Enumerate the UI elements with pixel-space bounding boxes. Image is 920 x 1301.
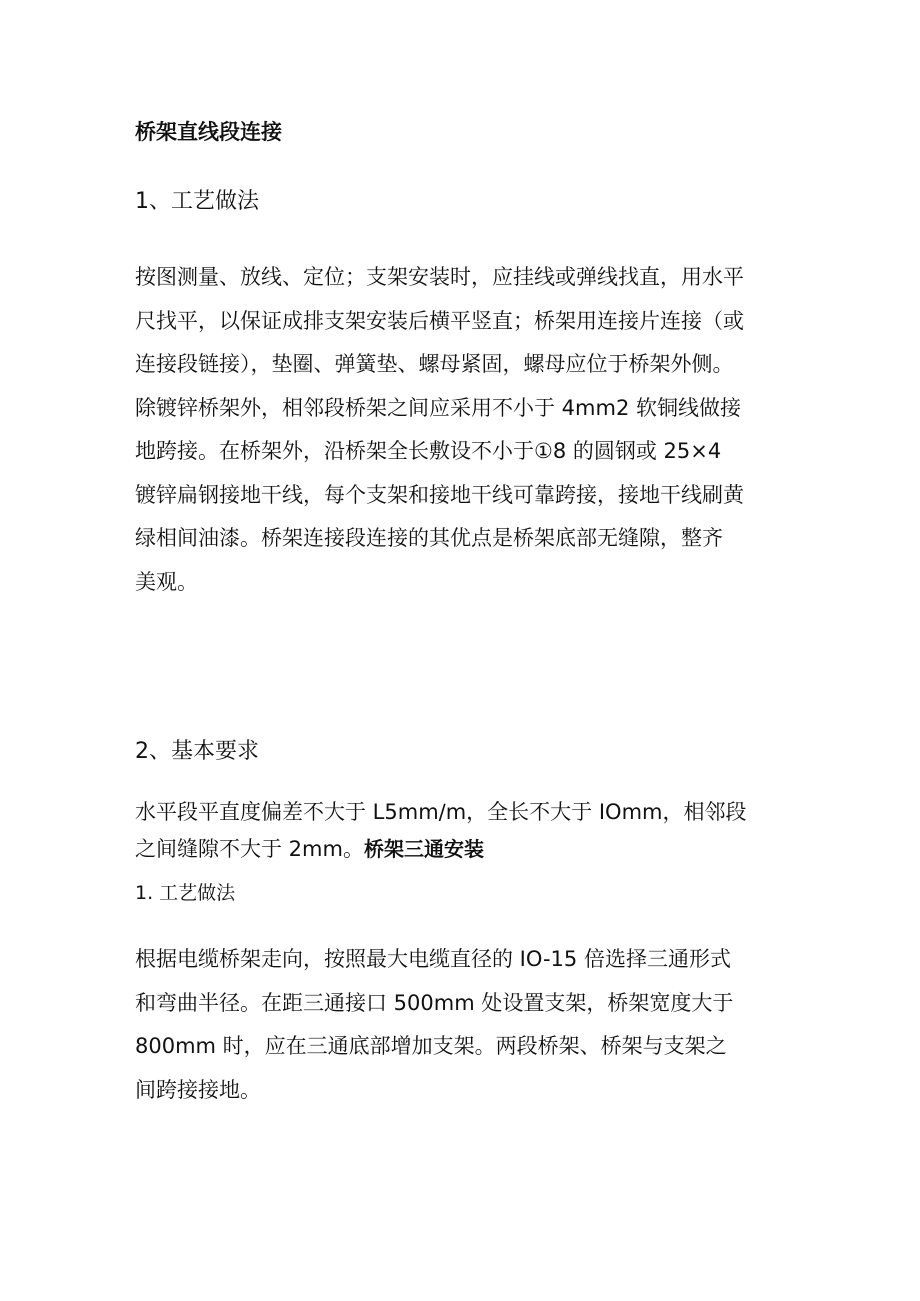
- paragraph-line: 水平段平直度偏差不大于 L5mm∕m，全长不大于 IOmm，相邻段: [135, 800, 747, 824]
- document-title: 桥架直线段连接: [135, 120, 282, 144]
- paragraph-text: 之间缝隙不大于 2mm。: [135, 837, 364, 861]
- section-heading-process: 1、工艺做法: [135, 189, 259, 214]
- paragraph-tee-process: [135, 938, 800, 1112]
- paragraph-line: 和弯曲半径。在距三通接口 500mm 处设置支架，桥架宽度大于: [135, 990, 734, 1015]
- paragraph-line: [135, 831, 800, 868]
- paragraph-line: 除镀锌桥架外，相邻段桥架之间应采用不小于 4mm2 软铜线做接: [135, 395, 741, 420]
- subheading-tee-installation: 桥架三通安装: [363, 837, 484, 861]
- paragraph-line: 地跨接。在桥架外，沿桥架全长敷设不小于①8 的圆钢或 25×4: [135, 439, 722, 463]
- paragraph-line: 800mm 时，应在三通底部增加支架。两段桥架、桥架与支架之: [135, 1034, 727, 1058]
- paragraph-line: 按图测量、放线、定位；支架安装时，应挂线或弹线找直，用水平: [135, 265, 744, 289]
- paragraph-line: 尺找平，以保证成排支架安装后横平竖直；桥架用连接片连接（或: [135, 308, 744, 333]
- paragraph-line: 美观。: [135, 569, 198, 594]
- section-heading-tee-process: 1. 工艺做法: [135, 882, 236, 904]
- paragraph-line: 根据电缆桥架走向，按照最大电缆直径的 IO-15 倍选择三通形式: [135, 947, 731, 971]
- paragraph-line: 镀锌扁钢接地干线，每个支架和接地干线可靠跨接，接地干线刷黄: [135, 482, 744, 507]
- paragraph-line: 连接段链接），垫圈、弹簧垫、螺母紧固，螺母应位于桥架外侧。: [135, 352, 734, 376]
- paragraph-requirements: [135, 794, 800, 868]
- paragraph-line: 间跨接接地。: [135, 1077, 261, 1102]
- paragraph-line: 绿相间油漆。桥架连接段连接的其优点是桥架底部无缝隙，整齐: [135, 526, 723, 550]
- paragraph-process: [135, 256, 800, 604]
- section-heading-requirements: 2、基本要求: [135, 739, 259, 764]
